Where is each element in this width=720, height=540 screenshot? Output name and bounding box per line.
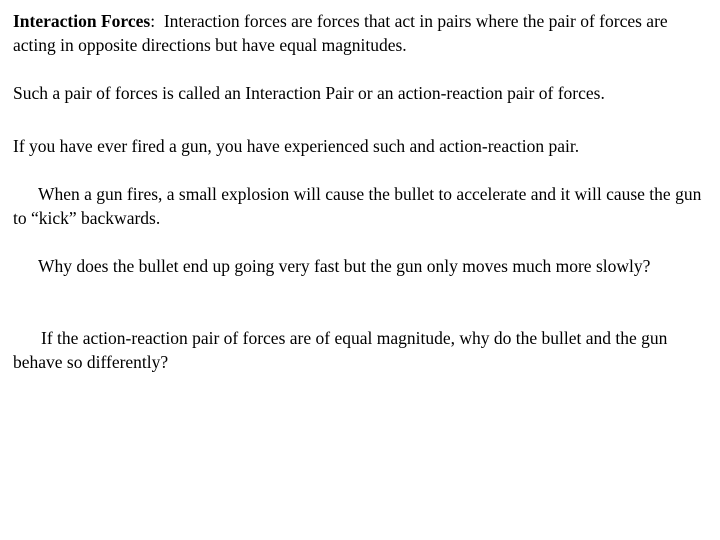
definition-text: Interaction forces are forces that act in pairs where the pair of forces are acting in opposite directions but have equal magnitudes. (13, 11, 673, 55)
question-magnitude-paragraph: If the action-reaction pair of forces are of equal magnitude, why do the bullet and the gun behave so differently? (13, 328, 668, 372)
gun-intro-paragraph: If you have ever fired a gun, you have experienced such and action-reaction pair. (13, 136, 580, 156)
question-speed-paragraph: Why does the bullet end up going very fast but the gun only moves much more slowly? (38, 256, 651, 276)
pair-name-paragraph: Such a pair of forces is called an Interaction Pair or an action-reaction pair of forces. (13, 83, 605, 103)
definition-term: Interaction Forces (13, 11, 151, 31)
gun-fires-paragraph: When a gun fires, a small explosion will cause the bullet to accelerate and it will cause the gun to “kick” backwards. (13, 184, 702, 228)
definition-paragraph (13, 9, 703, 57)
definition-colon: : (150, 11, 156, 31)
